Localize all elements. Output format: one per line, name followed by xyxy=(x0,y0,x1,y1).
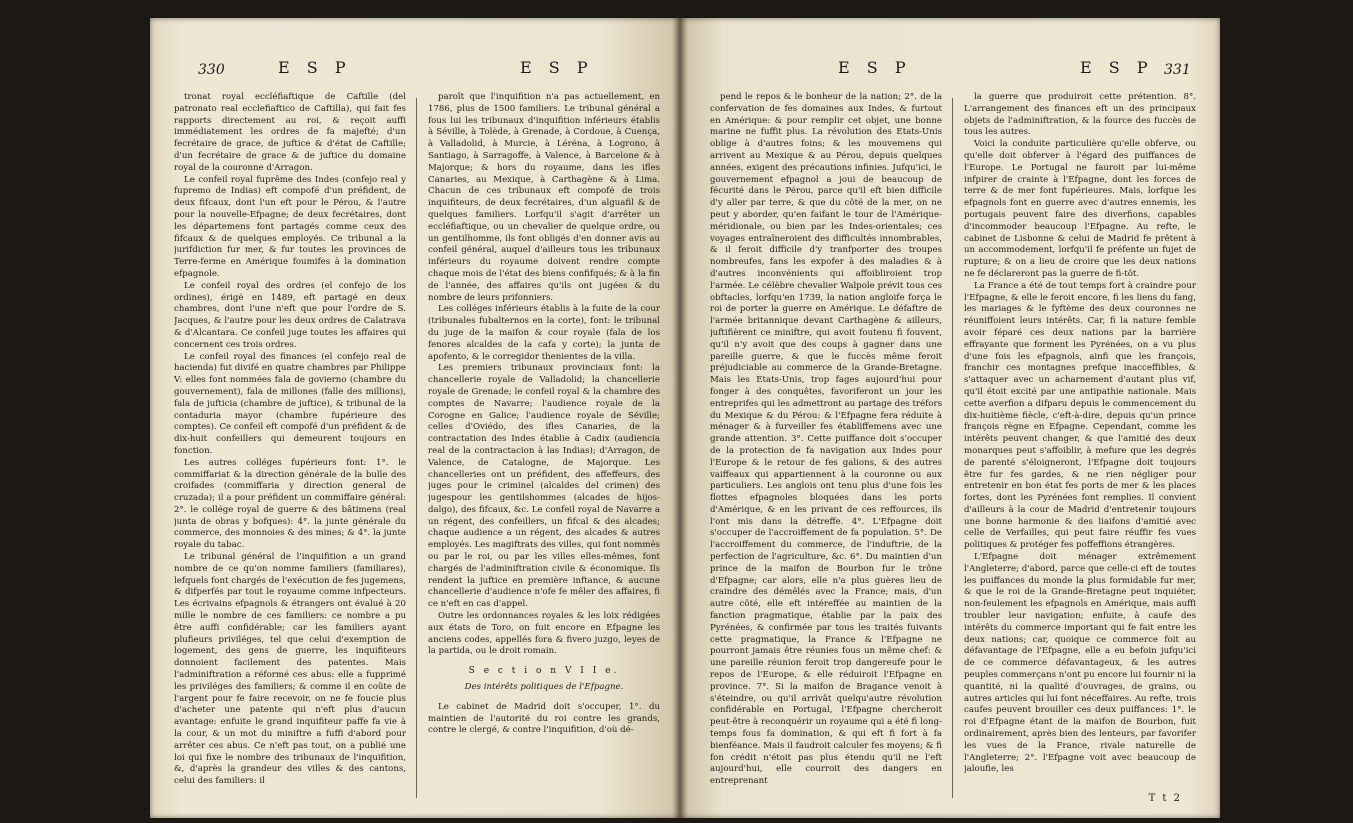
book-gutter xyxy=(672,18,688,818)
page-number: 330 xyxy=(198,62,225,78)
paragraph: Les autres colléges fupérieurs font: 1°. le commiffariat & la direction générale de la bulle des croifades (commiffaria y direction general de cruzada); il a pour préfident un commiffaire général: 2°. le collége royal de guerre & des bâtimens (real junta de obras y bofques): 4°. la junte générale du commerce, des monnoies & des mines; & 4°. la junte royale du tabac. xyxy=(174,457,406,551)
page-number: 331 xyxy=(1164,62,1191,78)
paragraph: Voici la conduite particulière qu'elle obferve, ou qu'elle doit obferver à l'égard des puiffances de l'Europe. Le Portugal ne fauroit par lui-même infpirer de crainte à l'Efpagne, dont les forces de terre & de mer font fupérieures. Mais, lorfque les efpagnols font en guerre avec d'autres ennemis, les portugais peuvent faire des diverfions, capables d'incommoder beaucoup l'Efpagne. Au refte, le cabinet de Lisbonne & celui de Madrid fe prêtent à un accommodement, lorfqu'il fe préfente un fujet de rupture; & on a lieu de croire que les deux nations ne fe déclareront pas la guerre de fi-tôt. xyxy=(964,139,1196,279)
column-rule xyxy=(416,98,417,798)
paragraph: tronat royal eccléfiaftique de Caftille (del patronato real ecclefiaftico de Caftilla), qui fait fes rapports directement au roi, & reçoit auffi immédiatement les ordres de fa majefté; d'un fecrétaire de grace, de juftice & d'état de Caftille; d'un fecrétaire de grace & de juftice du domaine royal de la couronne d'Arragon. xyxy=(174,92,406,173)
paragraph: Le tribunal général de l'inquifition a un grand nombre de ce qu'on nomme familiers (familiares), lefquels font chargés de l'exécution de fes jugemens, & difperfés par tout le royaume comme infpecteurs. Les écrivains efpagnols & étrangers ont évalué à 20 mille le nombre de ces familiers: ce nombre a pu être auffi confidérable; car les familiers ayant plufieurs priviléges, tel que celui d'exemption de logement, des gens de guerre, les inquifiteurs donnoient facilement des patentes. Mais l'adminiftration a réformé ces abus: elle a fupprimé les priviléges des familiers; & comme il en coûte de l'argent pour fe faire recevoir, on ne fe foucie plus d'acheter une patente qui n'eft plus d'aucun avantage: enfuite le grand inquifiteur paffe fa vie à la cour, & un mot du miniftre a fuffi d'abord pour arrêter ces abus. Ce n'eft pas tout, on a publié une loi qui fixe le nombre des tribunaux de l'inquifition, &, d'après la grandeur des villes & des cantons, celui des familiers: il xyxy=(174,552,406,787)
paragraph: la guerre que produiroit cette prétention. 8°. L'arrangement des finances eft un des principaux objets de l'adminiftration, & la fource des fuccès de tous les autres. xyxy=(964,92,1196,138)
paragraph: Le confeil royal des ordres (el confejo de los ordines), érigé en 1489, eft partagé en deux chambres, dont l'une n'eft que pour l'ordre de S. Jacques, & l'autre pour les deux ordres de Calatrava & d'Alcantara. Ce confeil juge toutes les affaires qui concernent ces trois ordres. xyxy=(174,280,406,350)
paragraph: Les premiers tribunaux provinciaux font: la chancellerie royale de Valladolid; la chancellerie royale de Grenade; le confeil royal & la chambre des comptes de Navarre; l'audience royale de la Corogne en Galice; l'audience royale de Séville; celles d'Oviédo, des ifles Canaries, de la contractation des Indes établie à Cadix (audiencia real de la contractacion à las Indias); d'Arragon, de Valence, de Catalogne, de Majorque. Les chancelleries ont un préfident, des affeffeurs, des juges pour le criminel (alcaldes del crimen) des jugespour les gentilshommes (alcades de hijos-dalgo), des fifcaux, &c. Le confeil royal de Navarre a un régent, des confeillers, un fifcal & des alcades; chaque audience a un régent, des alcades & autres employés. Les magiftrats des villes, qui font nommés ou par le roi, ou par les villes elles-mêmes, font chargés de l'adminiftration civile & économique. Ils rendent la juftice en première inftance, & aucune chancellerie d'audience n'ofe fe mêler des affaires, fi ce n'eft en cas d'appel. xyxy=(428,363,660,610)
text-column-1 xyxy=(174,92,406,812)
running-head-secondary: E S P xyxy=(838,58,912,77)
paragraph: Le confeil royal des finances (el confejo real de hacienda) fut divifé en quatre chambres par Philippe V: elles font nommées fala de govierno (chambre du gouvernement), fala de millones (falle des millions), fala de jufticia (chambre de juftice), & tribunal de la contaduria mayor (chambre fupérieure des comptes). Ce confeil eft compofé d'un préfident & de dix-huit confeillers qui demeurent toujours en fonction. xyxy=(174,351,406,456)
section-title: Des intérêts politiques de l'Efpagne. xyxy=(464,682,624,693)
left-page xyxy=(150,18,680,818)
paragraph: La France a été de tout temps fort à craindre pour l'Efpagne, & elle le feroit encore, fi les liens du fang, les mariages & le fyftème des deux couronnes ne réuniffoient leurs intérêts. Car, fi la nature femble avoir féparé ces deux nations par la barrière effrayante que forment les Pyrénées, on a vu plus d'une fois les efpagnols, ainfi que les françois, franchir ces montagnes prefque inacceffibles, & s'attaquer avec un acharnement d'autant plus vif, qu'il étoit excité par une antipathie nationale. Mais cette averfion a difparu depuis le commencement du dix-huitième fiècle, c'eft-à-dire, depuis qu'un prince françois règne en Efpagne. Cependant, comme les intérêts peuvent changer, & que l'amitié des deux monarques peut s'affoiblir, à mefure que les degrés de parenté s'éloigneront, l'Efpagne doit toujours être fur fes gardes, & ne rien négliger pour entretenir en bon état fes ports de mer & les places fortes, dont les Pyrénées font remplies. Il convient d'ailleurs à la cour de Madrid d'entretenir toujours une bonne harmonie & des liaifons d'amitié avec celle de Verfailles, qui peut faire réuffir fes vues politiques & protéger fes poffeffions étrangères. xyxy=(964,280,1196,551)
paragraph: L'Efpagne doit ménager extrêmement l'Angleterre; d'abord, parce que celle-ci eft de toutes les puiffances du monde la plus formidable fur mer, & que le roi de la Grande-Bretagne peut inquiéter, non-feulement les efpagnols en Amérique, mais auffi troubler leur navigation; enfuite, à caufe des intérêts du commerce important qui fe fait entre les deux nations; car, quoique ce commerce foit au défavantage de l'Efpagne, elle a eu befoin jufqu'ici de ce commerce défavantageux, & les autres peuples commerçans n'ont pu encore lui fournir ni la quantité, ni la qualité d'ouvrages, de grains, ou autres articles qui lui font néceffaires. Au refte, trois caufes peuvent brouiller ces deux puiffances: 1°. le roi d'Efpagne étant de la maifon de Bourbon, fuit ordinairement, après bien des lenteurs, par favorifer les vues de la France, rivale naturelle de l'Angleterre; 2°. l'Efpagne voit avec beaucoup de jaloufie, les xyxy=(964,552,1196,775)
paragraph: pend le repos & le bonheur de la nation; 2°. de la confervation de fes domaines aux Indes, & furtout en Amérique: & pour remplir cet objet, une bonne marine ne fuffit plus. La révolution des Etats-Unis oblige à d'autres foins; & les mouvemens qui arrivent au Mexique & au Pérou, depuis quelques années, exigent des précautions infinies. Jufqu'ici, le gouvernement efpagnol a joui de beaucoup de fécurité dans le Pérou, parce qu'il eft bien difficile d'y aller par terre, & que du côté de la mer, on ne peut y aborder, qu'en faifant le tour de l'Amérique-méridionale, ou bien par les Indes-orientales; ces voyages entraîneroient des difficultés innombrables, & il feroit difficile d'y tranfporter des troupes nombreufes, fans les expofer à des maladies & à d'autres inconvénients qui affoibliroient trop l'armée. Le célèbre chevalier Walpole prévit tous ces obftacles, lorfqu'en 1739, la nation angloife força le roi de porter la guerre en Amérique. Le défaftre de l'armée britannique devant Carthagène & ailleurs, juftifièrent ce miniftre, qui avoit foutenu fi fouvent, qu'il n'y avoit que des coups à gagner dans une pareille guerre, & que le fuccès même feroit préjudiciable au commerce de la Grande-Bretagne. Mais les Etats-Unis, trop fages aujourd'hui pour fonger à des conquêtes, favoriferont un jour les entreprifes qui les admettront au partage des tréfors du Mexique & du Pérou: & l'Efpagne fera réduite à ménager & à furveiller fes établiffemens avec une grande attention. 3°. Cette puiffance doit s'occuper de la protection de fa navigation aux Indes pour l'Europe & le retour de fes galions, & des autres vaiffeaux qui appartiennent à la couronne ou aux particuliers. Les anglois ont tenu plus d'une fois les flottes efpagnoles bloquées dans les ports d'Amérique, & en les privant de ces reffources, ils l'ont mis dans la détreffe. 4°. L'Efpagne doit s'occuper de l'accroiffement de fa population. 5°. De l'accroiffement du commerce, de l'induftrie, de la perfection de l'agriculture, &c. 6°. Du maintien d'un prince de la maifon de Bourbon fur le trône d'Efpagne; car alors, elle n'a plus guères lieu de craindre des démêlés avec la France; mais, d'un autre côté, elle eft intéreffée au maintien de la fanction pragmatique, établie par la paix des Pyrénées, & confirmée par tous les traités fuivants cette pragmatique, la France & l'Efpagne ne pourront jamais être réunies fous un même chef: & une pareille réunion feroit trop dangereufe pour le repos de l'Europe, & elle réduiroit l'Efpagne en province. 7°. Si la maifon de Bragance venoit à s'éteindre, ou qu'il arrivât quelqu'autre révolution confidérable en Portugal, l'Efpagne chercheroit peut-être à reconquérir un royaume qui a été fi long-temps fous fa domination, & qui eft fi fort à fa bienféance. Mais il faudroit calculer fes moyens; & fi fon crédit n'étoit pas plus étendu qu'il ne l'eft aujourd'hui, elle courroit des dangers en entreprenant xyxy=(710,92,942,787)
running-head-secondary: E S P xyxy=(520,58,594,77)
paragraph: Le cabinet de Madrid doit s'occuper, 1°. du maintien de l'autorité du roi contre les grands, contre le clergé, & contre l'inquifition, d'où dé- xyxy=(428,701,660,736)
text-column-2 xyxy=(428,92,660,812)
running-head: E S P xyxy=(1080,58,1154,77)
paragraph: Outre les ordonnances royales & les loix rédigées aux états de Toro, on fuit encore en Efpagne les anciens codes, appellés fora & fivero juzgo, leyes de la partida, ou le droit romain. xyxy=(428,611,660,657)
section-heading: S e c t i o n V I I e. xyxy=(468,666,620,677)
paragraph: Les colléges inférieurs établis à la fuite de la cour (tribunales fubalternos en la corte), font: le tribunal du juge de la maifon & cour royale (fala de los fenores alcaldes de la cafa y corte); la junta de apofento, & le corregidor thenientes de la villa. xyxy=(428,304,660,362)
text-column-1 xyxy=(710,92,942,812)
signature-mark: T t 2 xyxy=(1148,793,1182,804)
right-page xyxy=(680,18,1220,818)
column-rule xyxy=(952,98,953,798)
text-column-2 xyxy=(964,92,1196,812)
paragraph: Le confeil royal fuprême des Indes (confejo real y fupremo de Indias) eft compofé d'un préfident, de deux fifcaux, dont l'un eft pour le Pérou, & l'autre pour la nouvelle-Efpagne; de deux fecrétaires, dont les départemens font partagés comme ceux des fifcaux & de quelques employés. Ce tribunal a la jurifdiction fur mer, & fur toutes les provinces de Terre-ferme en Amérique foumifes à la domination efpagnole. xyxy=(174,174,406,279)
paragraph: paroît que l'inquifition n'a pas actuellement, en 1786, plus de 1500 familiers. Le tribunal général a fous lui les tribunaux d'inquifition inférieurs établis à Séville, à Tolède, à Grenade, à Cordoue, à Cuença, à Valladolid, à Murcie, à Léréna, à Logrono, à Santiago, à Sarragoffe, à Valence, à Barcelone & à Majorque; & hors du royaume, dans les ifles Canaries, au Mexique, à Carthagène & à Lima. Chacun de ces tribunaux eft compofé de trois inquifiteurs, de deux fecrétaires, d'un alguafil & de quelques familiers. Lorfqu'il s'agit d'arrêter un eccléfiaftique, ou un chevalier de quelque ordre, ou un gentilhomme, ils font obligés d'en donner avis au confeil général, auquel d'ailleurs tous les tribunaux inférieurs du royaume doivent rendre compte chaque mois de l'état des biens confifqués; & à la fin de l'année, des affaires qu'ils ont jugées & du nombre de leurs prifonniers. xyxy=(428,92,660,303)
running-head: E S P xyxy=(278,58,352,77)
